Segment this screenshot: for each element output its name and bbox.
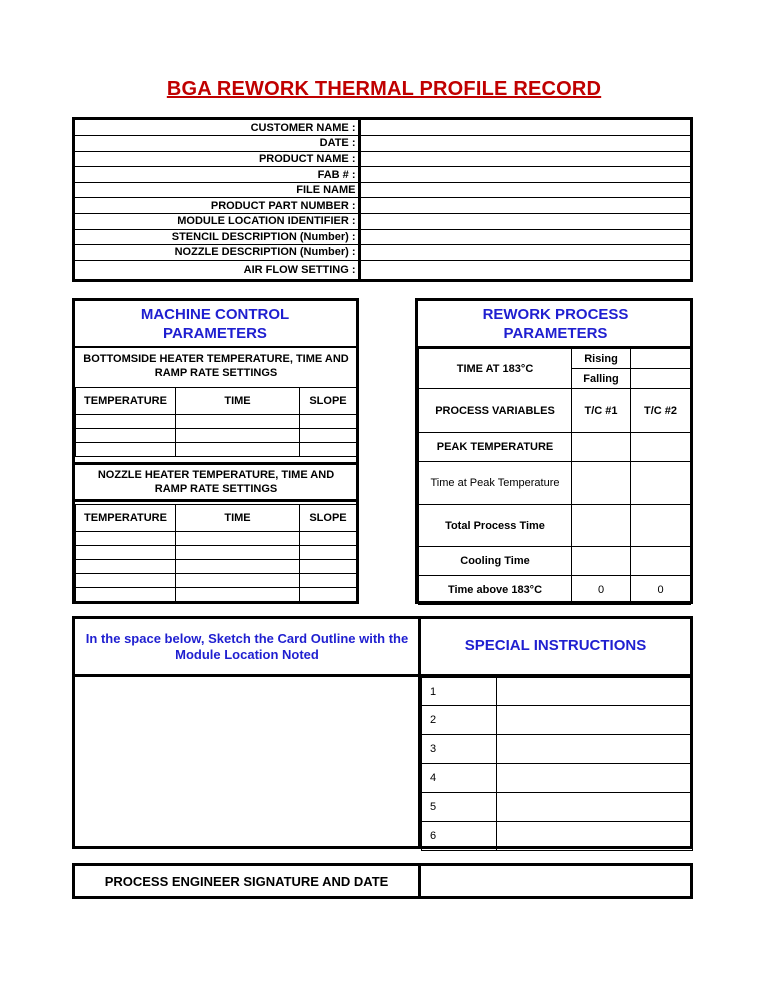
header-field-row <box>75 229 690 245</box>
tc1-header: T/C #1 <box>572 389 631 433</box>
nozzle-slope-2[interactable] <box>300 546 357 560</box>
special-instruction-number: 3 <box>422 735 497 764</box>
col-time: TIME <box>176 505 300 532</box>
nozzle-temp-5[interactable] <box>76 588 176 602</box>
col-slope: SLOPE <box>300 505 357 532</box>
nozzle-slope-4[interactable] <box>300 574 357 588</box>
special-instruction-field[interactable] <box>497 822 693 851</box>
rising-label: Rising <box>572 349 631 369</box>
header-field-row <box>75 136 690 152</box>
header-field-label: FILE NAME <box>75 182 359 198</box>
nozzle-temp-1[interactable] <box>76 532 176 546</box>
row-label: Total Process Time <box>419 505 572 547</box>
header-field-value[interactable] <box>359 229 690 245</box>
falling-label: Falling <box>572 369 631 389</box>
special-instruction-row <box>422 735 693 764</box>
time-at-183-label: TIME AT 183°C <box>419 349 572 389</box>
bottom-time-3[interactable] <box>176 443 300 457</box>
tc1-cell[interactable] <box>572 462 631 505</box>
bottom-slope-3[interactable] <box>300 443 357 457</box>
header-field-label: PRODUCT NAME : <box>75 151 359 167</box>
header-field-row <box>75 213 690 229</box>
header-field-label: STENCIL DESCRIPTION (Number) : <box>75 229 359 245</box>
sketch-area[interactable] <box>75 677 418 846</box>
special-instruction-field[interactable] <box>497 678 693 706</box>
header-field-label: PRODUCT PART NUMBER : <box>75 198 359 214</box>
header-field-label: FAB # : <box>75 167 359 183</box>
header-field-row <box>75 245 690 261</box>
nozzle-slope-5[interactable] <box>300 588 357 602</box>
header-field-row <box>75 120 690 136</box>
tc2-cell[interactable] <box>631 547 691 576</box>
header-field-value[interactable] <box>359 167 690 183</box>
tc2-cell[interactable] <box>631 505 691 547</box>
special-instruction-row <box>422 793 693 822</box>
bottom-slope-1[interactable] <box>300 415 357 429</box>
special-instruction-field[interactable] <box>497 706 693 735</box>
special-instructions-title: SPECIAL INSTRUCTIONS <box>464 637 647 654</box>
special-instruction-number: 5 <box>422 793 497 822</box>
nozzle-slope-1[interactable] <box>300 532 357 546</box>
nozzle-heater-title: NOZZLE HEATER TEMPERATURE, TIME AND RAMP RATE SETTINGS <box>97 469 335 495</box>
nozzle-temp-4[interactable] <box>76 574 176 588</box>
col-slope: SLOPE <box>300 388 357 415</box>
header-field-row <box>75 198 690 214</box>
signature-box <box>72 863 693 899</box>
tc2-cell[interactable]: 0 <box>631 576 691 605</box>
tc2-cell[interactable] <box>631 462 691 505</box>
header-field-row <box>75 182 690 198</box>
nozzle-time-1[interactable] <box>176 532 300 546</box>
rework-process-title: REWORK PROCESS PARAMETERS <box>482 306 629 342</box>
header-field-label: AIR FLOW SETTING : <box>75 260 359 279</box>
page-title: BGA REWORK THERMAL PROFILE RECORD <box>166 78 602 100</box>
col-temperature: TEMPERATURE <box>76 505 176 532</box>
machine-control-panel <box>72 298 359 604</box>
header-field-value[interactable] <box>359 213 690 229</box>
process-variables-label: PROCESS VARIABLES <box>419 389 572 433</box>
row-label: Time above 183°C <box>419 576 572 605</box>
nozzle-temp-3[interactable] <box>76 560 176 574</box>
machine-control-title: MACHINE CONTROL PARAMETERS <box>140 306 290 342</box>
col-temperature: TEMPERATURE <box>76 388 176 415</box>
header-field-row <box>75 260 690 279</box>
header-field-row <box>75 167 690 183</box>
row-label: PEAK TEMPERATURE <box>419 433 572 462</box>
header-field-value[interactable] <box>359 245 690 261</box>
sketch-instructions-panel <box>72 616 693 849</box>
nozzle-time-2[interactable] <box>176 546 300 560</box>
special-instruction-number: 4 <box>422 764 497 793</box>
tc2-cell[interactable] <box>631 433 691 462</box>
special-instruction-row <box>422 706 693 735</box>
special-instruction-number: 1 <box>422 678 497 706</box>
special-instruction-number: 6 <box>422 822 497 851</box>
special-instructions-table <box>421 677 693 851</box>
bottom-time-2[interactable] <box>176 429 300 443</box>
nozzle-time-5[interactable] <box>176 588 300 602</box>
special-instruction-row <box>422 764 693 793</box>
tc1-cell[interactable] <box>572 505 631 547</box>
rising-value[interactable] <box>631 349 691 369</box>
header-field-value[interactable] <box>359 120 690 136</box>
falling-value[interactable] <box>631 369 691 389</box>
header-field-value[interactable] <box>359 151 690 167</box>
nozzle-temp-2[interactable] <box>76 546 176 560</box>
bottom-time-1[interactable] <box>176 415 300 429</box>
bottom-temp-1[interactable] <box>76 415 176 429</box>
tc1-cell[interactable] <box>572 547 631 576</box>
header-field-label: DATE : <box>75 136 359 152</box>
sketch-instruction: In the space below, Sketch the Card Outline with the Module Location Noted <box>85 631 409 662</box>
header-field-label: MODULE LOCATION IDENTIFIER : <box>75 213 359 229</box>
header-field-value[interactable] <box>359 260 690 279</box>
signature-label: PROCESS ENGINEER SIGNATURE AND DATE <box>104 874 389 889</box>
bottom-slope-2[interactable] <box>300 429 357 443</box>
special-instruction-row <box>422 678 693 706</box>
rework-process-panel <box>415 298 693 604</box>
special-instruction-row <box>422 822 693 851</box>
row-label: Cooling Time <box>419 547 572 576</box>
header-field-value[interactable] <box>359 136 690 152</box>
header-fields-form <box>72 117 693 282</box>
special-instruction-field[interactable] <box>497 735 693 764</box>
header-field-label: NOZZLE DESCRIPTION (Number) : <box>75 245 359 261</box>
bottom-temp-2[interactable] <box>76 429 176 443</box>
special-instruction-field[interactable] <box>497 764 693 793</box>
special-instruction-number: 2 <box>422 706 497 735</box>
tc2-header: T/C #2 <box>631 389 691 433</box>
header-field-label: CUSTOMER NAME : <box>75 120 359 136</box>
nozzle-time-4[interactable] <box>176 574 300 588</box>
rework-process-table <box>418 348 691 605</box>
header-field-row <box>75 151 690 167</box>
bottomside-heater-table <box>75 387 357 457</box>
bottom-temp-3[interactable] <box>76 443 176 457</box>
signature-field[interactable] <box>421 866 690 896</box>
col-time: TIME <box>176 388 300 415</box>
row-label: Time at Peak Temperature <box>419 462 572 505</box>
tc1-cell[interactable] <box>572 433 631 462</box>
tc1-cell[interactable]: 0 <box>572 576 631 605</box>
nozzle-heater-table <box>75 504 357 602</box>
header-field-value[interactable] <box>359 182 690 198</box>
nozzle-time-3[interactable] <box>176 560 300 574</box>
header-field-value[interactable] <box>359 198 690 214</box>
nozzle-slope-3[interactable] <box>300 560 357 574</box>
special-instruction-field[interactable] <box>497 793 693 822</box>
bottomside-heater-title: BOTTOMSIDE HEATER TEMPERATURE, TIME AND RAMP RATE SETTINGS <box>83 353 349 379</box>
